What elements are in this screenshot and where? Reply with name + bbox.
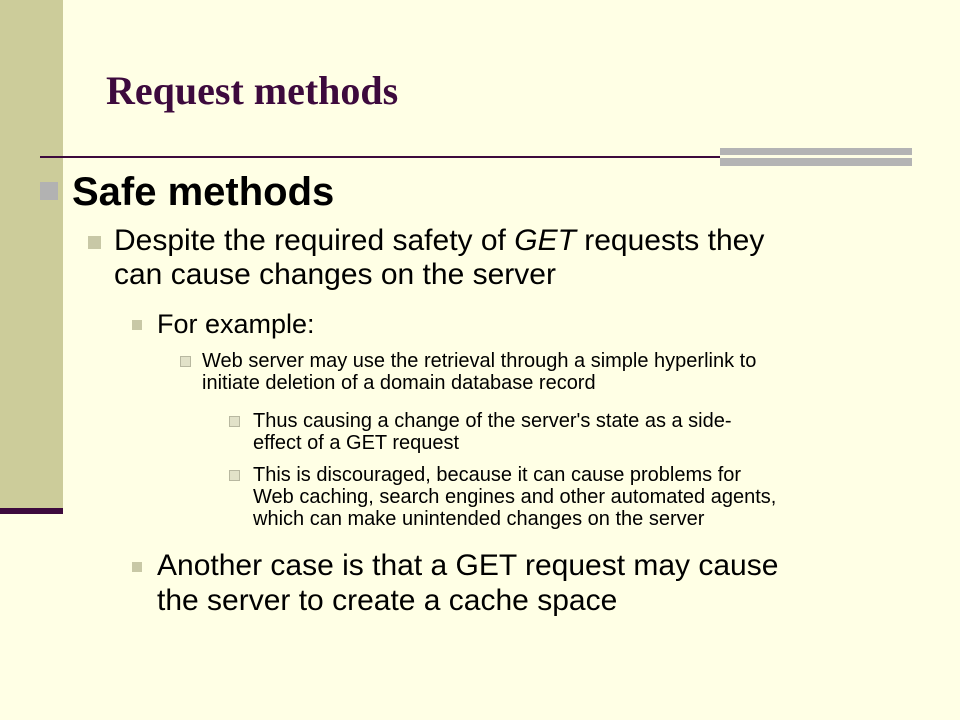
side-band-accent [0, 508, 63, 514]
hollow-square-bullet-icon [180, 356, 191, 367]
bullet-line: Web caching, search engines and other automated agents, [253, 486, 777, 508]
bullet-line: the server to create a cache space [157, 584, 618, 617]
bullet-for-example: For example: [157, 309, 315, 339]
bullet-line: Web server may use the retrieval through a simple hyperlink to [202, 350, 757, 372]
bullet-cache-space [157, 548, 778, 618]
heading-safe-methods: Safe methods [72, 170, 335, 214]
bullet-line: initiate deletion of a domain database record [202, 372, 596, 394]
bullet-state-change [253, 410, 732, 454]
bullet-line: This is discouraged, because it can cause problems for [253, 464, 742, 486]
bullet-discouraged [253, 464, 776, 530]
hollow-square-bullet-icon [229, 470, 240, 481]
bullet-line: which can make unintended changes on the server [253, 508, 705, 530]
bullet-line: Thus causing a change of the server's state as a side- [253, 410, 732, 432]
square-bullet-icon [40, 182, 58, 200]
square-bullet-icon [88, 236, 101, 249]
bullet-line: can cause changes on the server [114, 258, 556, 291]
square-bullet-icon [132, 320, 142, 330]
bullet-web-server-example [202, 350, 756, 394]
bullet-line: Despite the required safety of GET requests they [114, 224, 765, 257]
bullet-line: Another case is that a GET request may cause [157, 549, 779, 582]
bullet-get-safety [114, 224, 764, 292]
bullet-line: effect of a GET request [253, 432, 460, 454]
slide-title: Request methods [106, 68, 399, 113]
square-bullet-icon [132, 562, 142, 572]
title-divider-accent [720, 148, 912, 166]
hollow-square-bullet-icon [229, 416, 240, 427]
side-band [0, 0, 63, 513]
